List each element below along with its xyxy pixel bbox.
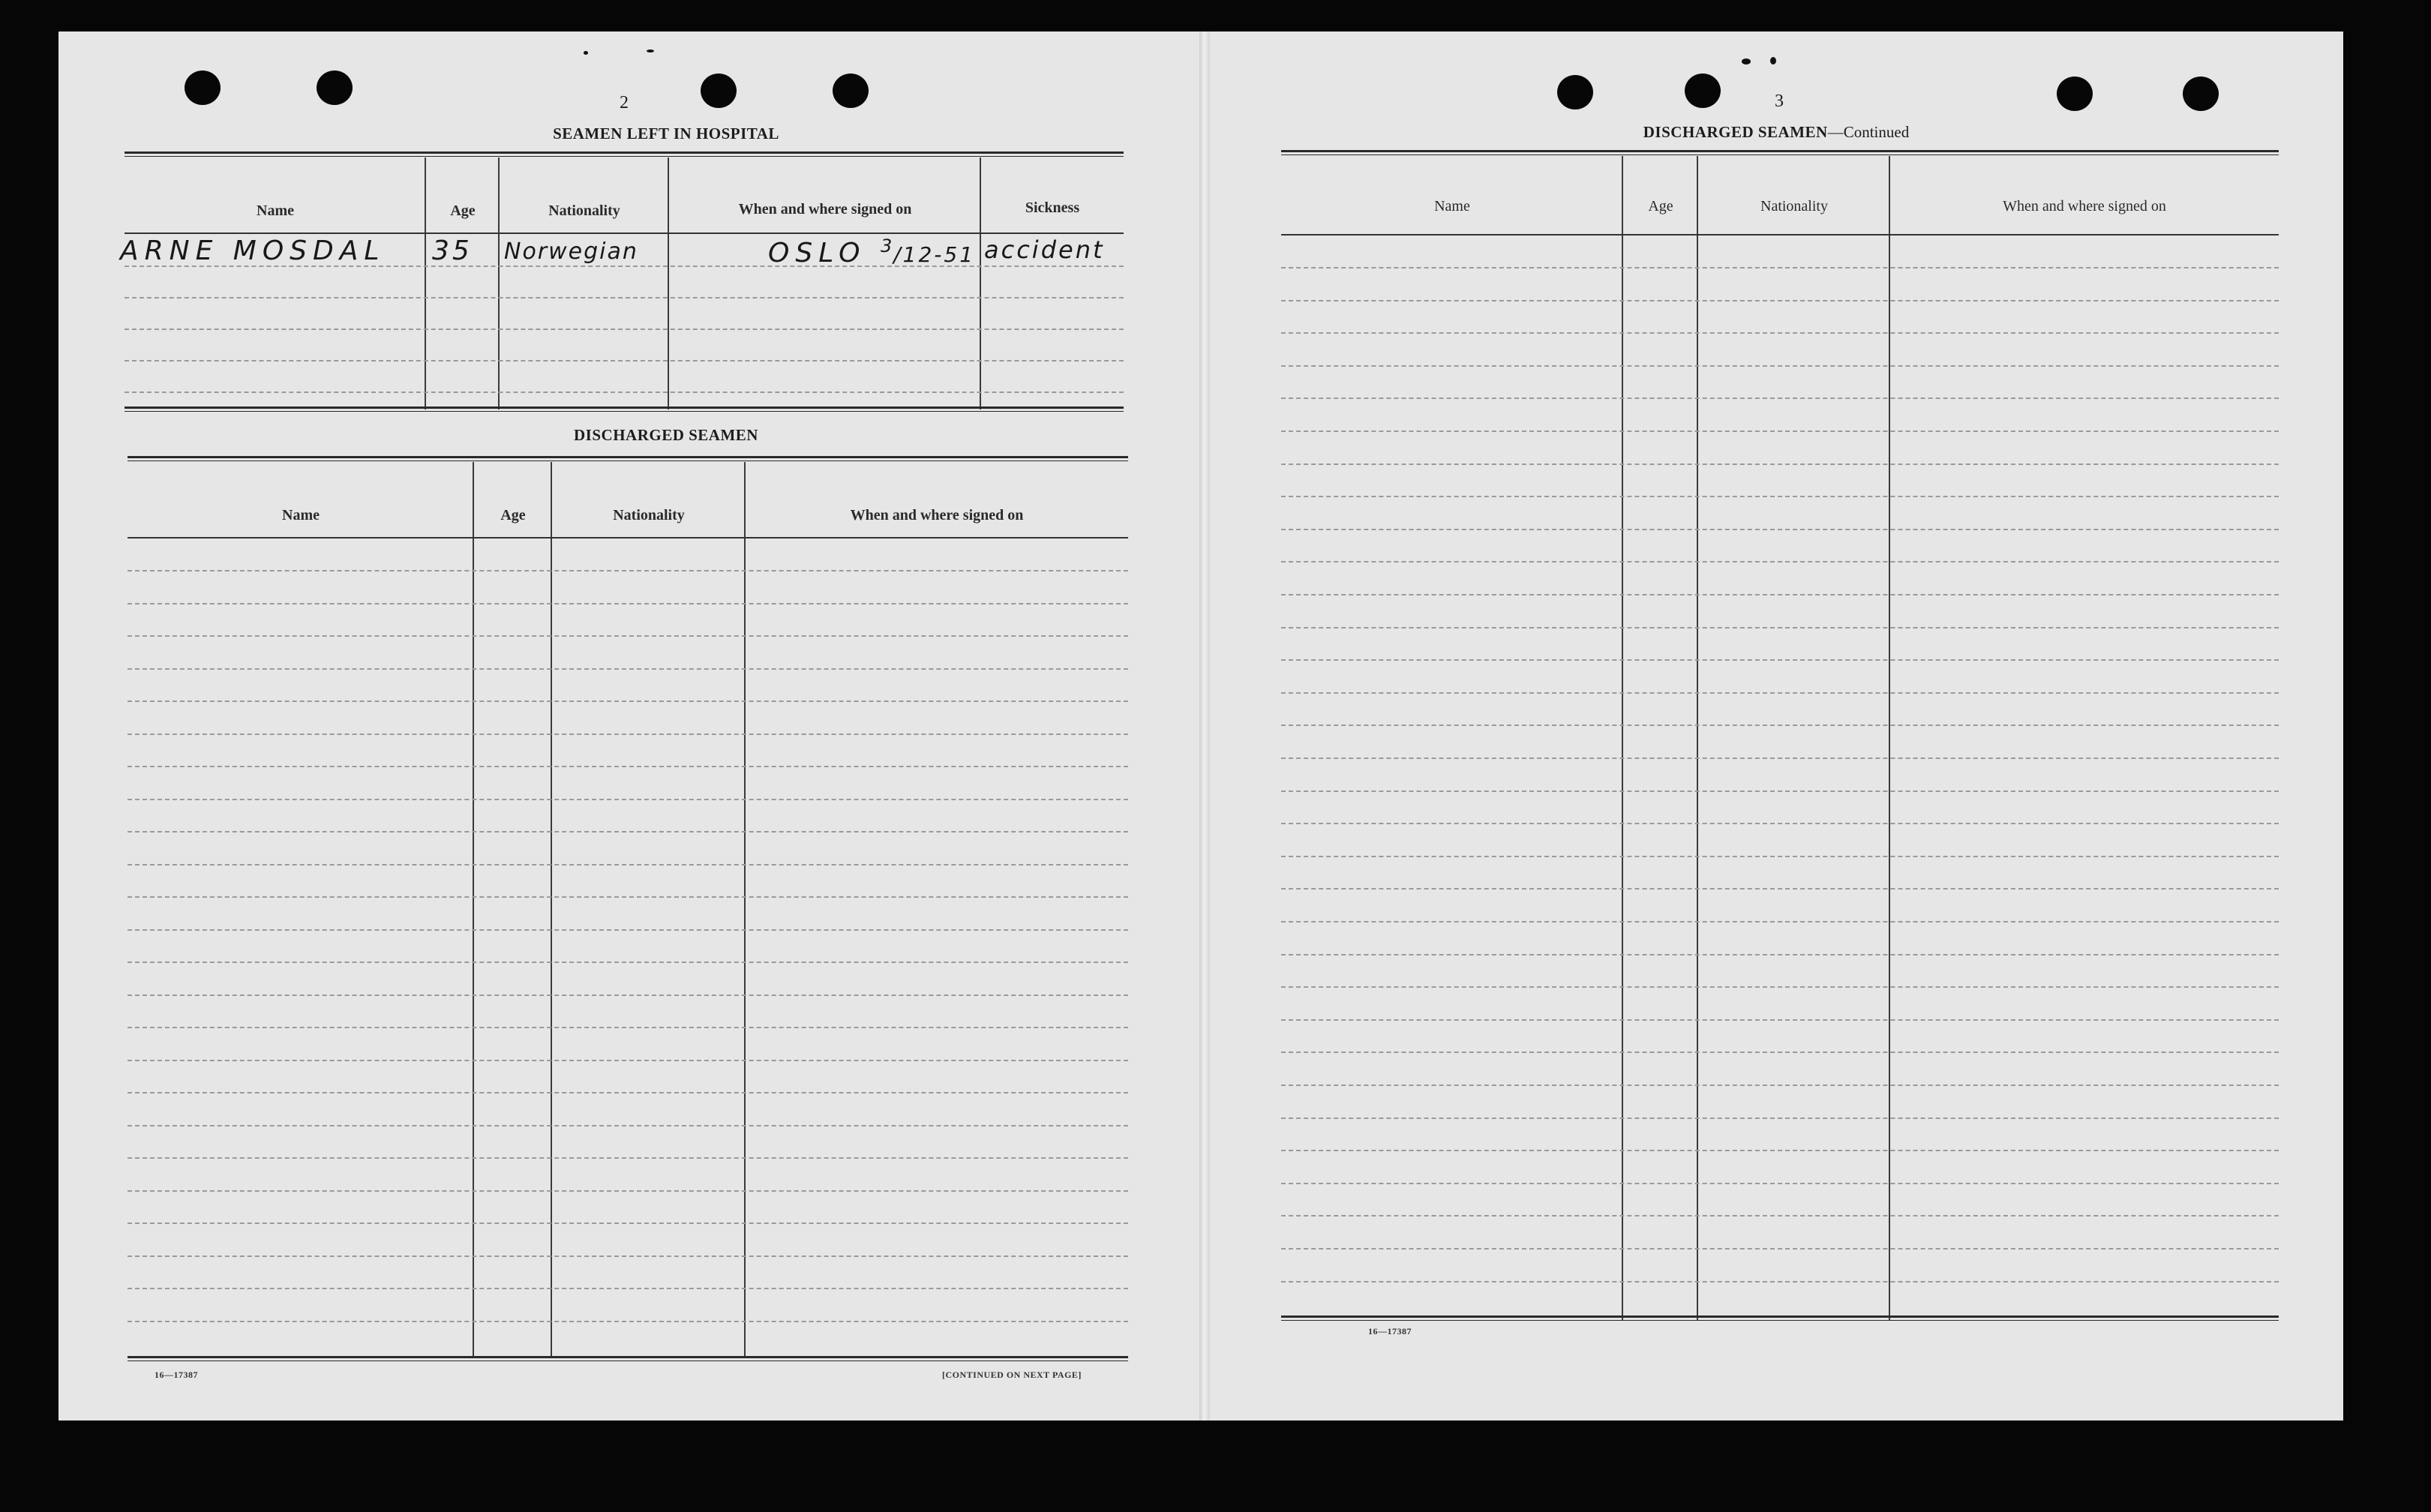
entry-line [128, 1092, 1128, 1094]
entry-line [1281, 365, 2279, 367]
entry-line [1281, 1150, 2279, 1151]
entry-line [128, 896, 1128, 898]
hospital-table [120, 152, 1124, 412]
entry-line [125, 328, 1124, 330]
left-page [59, 32, 1199, 1420]
column-divider [498, 158, 500, 410]
column-header-name: Name [257, 202, 294, 219]
header-underline [1281, 234, 2279, 236]
entry-line [1281, 1019, 2279, 1021]
hospital-entry-sickness: accident [984, 236, 1105, 264]
entry-line [1281, 986, 2279, 988]
column-header-age: Age [1648, 198, 1673, 214]
table-bottom-rule [125, 406, 1124, 412]
ink-speck [1770, 57, 1776, 64]
entry-line [1281, 1248, 2279, 1250]
table-top-rule [128, 456, 1128, 461]
entry-line [1281, 1183, 2279, 1184]
hospital-entry-age: 35 [432, 236, 473, 266]
entry-line [128, 700, 1128, 702]
entry-line [1281, 724, 2279, 726]
column-header-age: Age [450, 202, 476, 219]
header-underline [128, 537, 1128, 538]
entry-line [128, 1222, 1128, 1224]
entry-line [128, 635, 1128, 637]
entry-line [128, 1288, 1128, 1289]
entry-line [128, 799, 1128, 800]
manifest-sheet [59, 32, 2343, 1420]
entry-line [128, 1190, 1128, 1192]
entry-line [128, 1256, 1128, 1257]
discharged-table [128, 456, 1128, 1364]
column-header-nationality: Nationality [548, 202, 620, 219]
continued-note: [CONTINUED ON NEXT PAGE] [942, 1370, 1082, 1380]
column-divider [668, 158, 669, 410]
entry-line [128, 1321, 1128, 1322]
punch-hole [1557, 75, 1593, 110]
entry-line [1281, 627, 2279, 628]
column-divider [425, 158, 426, 410]
column-divider [1697, 156, 1698, 1320]
discharged-title-main: DISCHARGED SEAMEN [1643, 123, 1828, 141]
entry-line [125, 297, 1124, 298]
entry-line [1281, 267, 2279, 268]
entry-line [1281, 464, 2279, 465]
entry-line [128, 766, 1128, 767]
entry-line [1281, 692, 2279, 694]
punch-hole [701, 74, 737, 108]
entry-line [125, 360, 1124, 362]
column-header-age: Age [500, 507, 526, 524]
entry-line [1281, 561, 2279, 562]
entry-line [1281, 659, 2279, 661]
discharged-title-continued: —Continued [1827, 123, 1910, 141]
entry-line [128, 734, 1128, 735]
entry-line [128, 1027, 1128, 1028]
punch-hole [1685, 74, 1721, 108]
ink-speck [1742, 58, 1751, 64]
table-top-rule [1281, 150, 2279, 155]
entry-line [128, 603, 1128, 604]
column-header-nationality: Nationality [613, 507, 685, 524]
entry-line [128, 570, 1128, 572]
entry-line [1281, 1118, 2279, 1119]
punch-hole [317, 70, 353, 105]
hospital-entry-nationality: Norwegian [504, 238, 638, 265]
entry-line [1281, 921, 2279, 922]
entry-line [128, 831, 1128, 832]
hospital-section-title: SEAMEN LEFT IN HOSPITAL [553, 124, 779, 142]
form-code: 16—17387 [155, 1370, 198, 1380]
entry-line [128, 1125, 1128, 1126]
entry-line [1281, 529, 2279, 530]
column-divider [1889, 156, 1890, 1320]
column-header-name: Name [1434, 198, 1470, 214]
discharged-continued-table [1281, 150, 2279, 1370]
entry-line [128, 962, 1128, 963]
entry-line [1281, 823, 2279, 824]
ink-speck [647, 50, 654, 52]
page-number: 2 [620, 93, 629, 112]
entry-line [1281, 398, 2279, 399]
entry-line [1281, 954, 2279, 956]
entry-line [128, 668, 1128, 670]
entry-line [125, 392, 1124, 393]
hospital-entry-signed-on [768, 236, 975, 268]
table-bottom-rule [1281, 1316, 2279, 1321]
entry-line [1281, 888, 2279, 890]
entry-line [1281, 1084, 2279, 1086]
column-header-name: Name [282, 507, 320, 524]
hospital-entry-place: OSLO [768, 238, 866, 268]
discharged-continued-title [1551, 123, 2001, 142]
entry-line [1281, 496, 2279, 497]
hospital-entry-date: /12-51 [893, 242, 976, 267]
punch-hole [2057, 76, 2093, 111]
entry-line [128, 1157, 1128, 1159]
form-code: 16—17387 [1368, 1326, 1412, 1336]
column-header-signed-on: When and where signed on [850, 507, 1024, 524]
column-header-signed-on: When and where signed on [738, 201, 912, 218]
entry-line [1281, 1052, 2279, 1053]
column-header-nationality: Nationality [1760, 198, 1828, 214]
entry-line [128, 994, 1128, 996]
entry-line [128, 929, 1128, 931]
entry-line [1281, 1215, 2279, 1216]
column-header-signed-on: When and where signed on [2003, 198, 2166, 214]
punch-hole [185, 70, 221, 105]
entry-line [1281, 594, 2279, 596]
entry-line [1281, 430, 2279, 432]
discharged-section-title: DISCHARGED SEAMEN [574, 426, 758, 444]
table-top-rule [125, 152, 1124, 157]
header-underline [125, 232, 1124, 234]
punch-hole [833, 74, 869, 108]
column-divider [1622, 156, 1623, 1320]
entry-line [1281, 332, 2279, 334]
column-header-sickness: Sickness [1025, 200, 1080, 216]
entry-line [1281, 758, 2279, 759]
column-divider [980, 158, 981, 410]
entry-line [1281, 1281, 2279, 1282]
entry-line [1281, 856, 2279, 857]
table-bottom-rule [128, 1356, 1128, 1361]
page-fold [1199, 32, 1210, 1420]
hospital-entry-date-num: 3 [880, 236, 894, 256]
entry-line [1281, 300, 2279, 302]
hospital-entry-name: ARNE MOSDAL [120, 236, 386, 266]
punch-hole [2183, 76, 2219, 111]
page-number: 3 [1775, 92, 1784, 111]
ink-speck [584, 51, 588, 55]
entry-line [128, 1060, 1128, 1061]
right-page [1214, 32, 2343, 1420]
entry-line [1281, 790, 2279, 792]
entry-line [128, 864, 1128, 866]
